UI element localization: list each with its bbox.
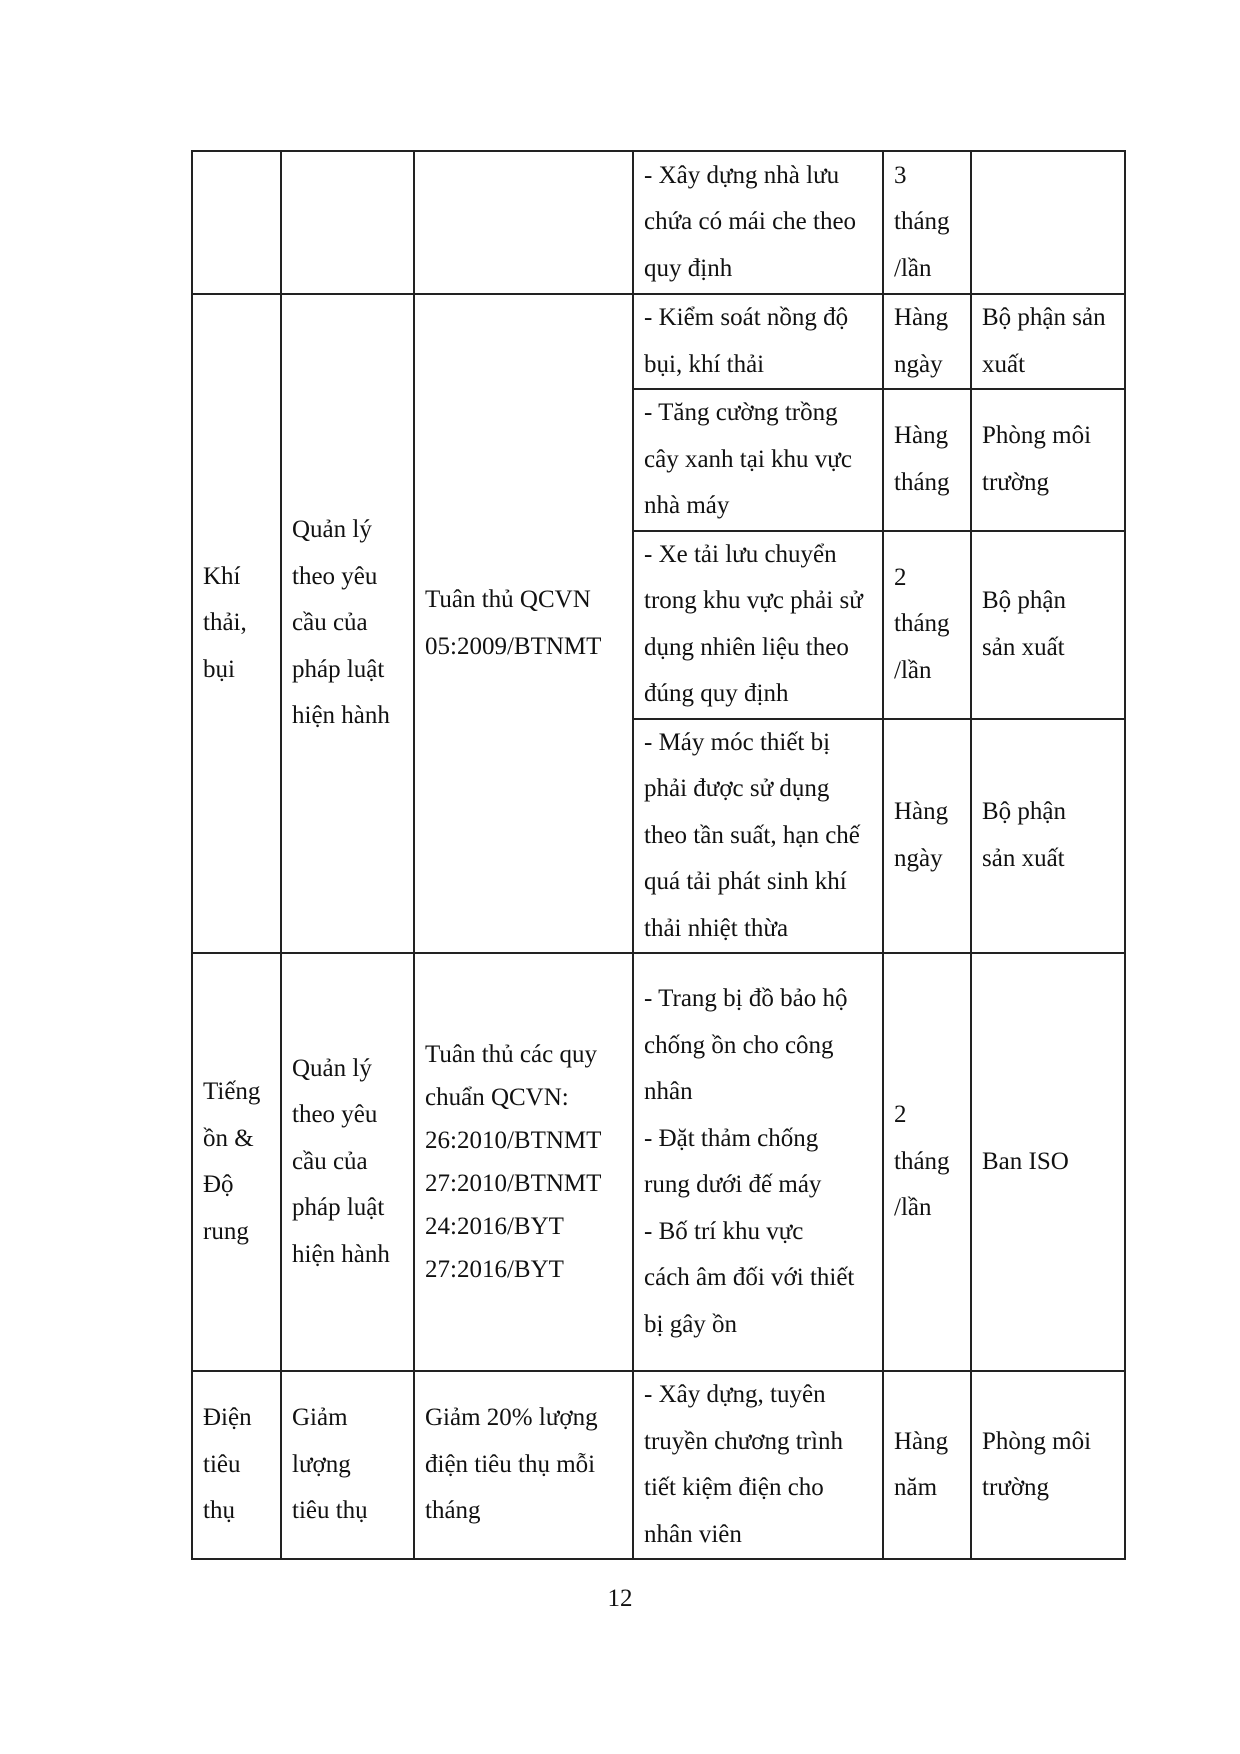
measure-cell: - Xây dựng nhà lưu chứa có mái che theo quy định bbox=[633, 151, 883, 294]
page-number: 12 bbox=[607, 1585, 633, 1612]
frequency-cell: Hàng năm bbox=[883, 1371, 971, 1559]
responsible-cell: Bộ phận sản xuất bbox=[971, 531, 1125, 719]
aspect-cell: Điện tiêu thụ bbox=[192, 1371, 281, 1559]
measure-cell: - Kiểm soát nồng độ bụi, khí thải bbox=[633, 294, 883, 389]
objective-cell bbox=[281, 151, 414, 294]
responsible-cell: Bộ phận sản xuất bbox=[971, 719, 1125, 954]
responsible-cell: Phòng môi trường bbox=[971, 389, 1125, 531]
responsible-cell: Ban ISO bbox=[971, 953, 1125, 1371]
table-row bbox=[192, 953, 1125, 1371]
aspect-cell bbox=[192, 151, 281, 294]
responsible-cell bbox=[971, 151, 1125, 294]
target-cell: Tuân thủ các quy chuẩn QCVN: 26:2010/BTNMT 27:2010/BTNMT 24:2016/BYT 27:2016/BYT bbox=[414, 953, 633, 1371]
environmental-management-table bbox=[191, 150, 1126, 1560]
measure-cell: - Xe tải lưu chuyển trong khu vực phải sử dụng nhiên liệu theo đúng quy định bbox=[633, 531, 883, 719]
objective-cell: Giảm lượng tiêu thụ bbox=[281, 1371, 414, 1559]
target-cell: Tuân thủ QCVN 05:2009/BTNMT bbox=[414, 294, 633, 953]
table-row bbox=[192, 151, 1125, 294]
frequency-cell: Hàng ngày bbox=[883, 294, 971, 389]
frequency-cell: 3 tháng /lần bbox=[883, 151, 971, 294]
target-cell bbox=[414, 151, 633, 294]
measure-cell: - Máy móc thiết bị phải được sử dụng theo tần suất, hạn chế quá tải phát sinh khí thải nhiệt thừa bbox=[633, 719, 883, 954]
frequency-cell: 2 tháng /lần bbox=[883, 531, 971, 719]
measure-cell: - Tăng cường trồng cây xanh tại khu vực nhà máy bbox=[633, 389, 883, 531]
aspect-cell: Tiếng ồn & Độ rung bbox=[192, 953, 281, 1371]
measure-cell: - Trang bị đồ bảo hộ chống ồn cho công nhân - Đặt thảm chống rung dưới đế máy - Bố trí khu vực cách âm đối với thiết bị gây ồn bbox=[633, 953, 883, 1371]
objective-cell: Quản lý theo yêu cầu của pháp luật hiện hành bbox=[281, 294, 414, 953]
objective-cell: Quản lý theo yêu cầu của pháp luật hiện hành bbox=[281, 953, 414, 1371]
frequency-cell: Hàng ngày bbox=[883, 719, 971, 954]
responsible-cell: Phòng môi trường bbox=[971, 1371, 1125, 1559]
table-row bbox=[192, 294, 1125, 389]
target-cell: Giảm 20% lượng điện tiêu thụ mỗi tháng bbox=[414, 1371, 633, 1559]
frequency-cell: Hàng tháng bbox=[883, 389, 971, 531]
aspect-cell: Khí thải, bụi bbox=[192, 294, 281, 953]
responsible-cell: Bộ phận sản xuất bbox=[971, 294, 1125, 389]
measure-cell: - Xây dựng, tuyên truyền chương trình tiết kiệm điện cho nhân viên bbox=[633, 1371, 883, 1559]
table-row bbox=[192, 1371, 1125, 1559]
frequency-cell: 2 tháng /lần bbox=[883, 953, 971, 1371]
